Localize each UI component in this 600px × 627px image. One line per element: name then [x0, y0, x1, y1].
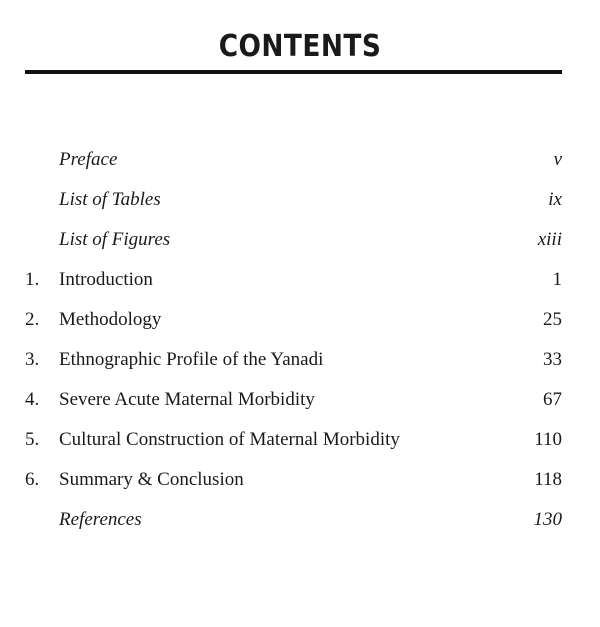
toc-entry-number: 2.	[25, 309, 40, 330]
toc-entry-page: 1	[552, 269, 562, 290]
toc-entry-preface[interactable]	[0, 140, 600, 180]
toc-entry-list-of-figures[interactable]	[0, 220, 600, 260]
toc-entry-page: xiii	[537, 229, 562, 250]
toc-entry-cultural-construction[interactable]	[0, 420, 600, 460]
title-divider	[25, 70, 562, 74]
toc-entry-title: List of Tables	[59, 189, 161, 210]
toc-entry-title: Cultural Construction of Maternal Morbidity	[59, 429, 400, 450]
page-title: CONTENTS	[218, 29, 382, 64]
toc-entry-number: 4.	[25, 389, 40, 410]
toc-entry-number: 1.	[25, 269, 40, 290]
toc-entry-title: Preface	[59, 149, 118, 170]
toc-entry-page: 67	[543, 389, 562, 410]
table-of-contents	[0, 140, 600, 540]
toc-entry-title: Ethnographic Profile of the Yanadi	[59, 349, 324, 370]
toc-entry-number: 5.	[25, 429, 40, 450]
toc-entry-page: 130	[533, 509, 562, 530]
toc-entry-number: 6.	[25, 469, 40, 490]
toc-entry-page: v	[553, 149, 562, 170]
toc-entry-title: List of Figures	[59, 229, 171, 250]
toc-entry-title: References	[59, 509, 142, 530]
toc-entry-methodology[interactable]	[0, 300, 600, 340]
toc-entry-title: Methodology	[59, 309, 162, 330]
toc-entry-page: 25	[543, 309, 562, 330]
toc-entry-introduction[interactable]	[0, 260, 600, 300]
toc-entry-page: 110	[534, 429, 562, 450]
toc-entry-number: 3.	[25, 349, 40, 370]
toc-entry-title: Introduction	[59, 269, 153, 290]
toc-entry-list-of-tables[interactable]	[0, 180, 600, 220]
toc-entry-page: 118	[534, 469, 562, 490]
toc-entry-title: Summary & Conclusion	[59, 469, 244, 490]
toc-entry-page: 33	[543, 349, 562, 370]
toc-entry-ethnographic-profile[interactable]	[0, 340, 600, 380]
toc-entry-summary-conclusion[interactable]	[0, 460, 600, 500]
toc-entry-title: Severe Acute Maternal Morbidity	[59, 389, 315, 410]
toc-entry-page: ix	[548, 189, 562, 210]
toc-entry-references[interactable]	[0, 500, 600, 540]
toc-entry-severe-acute-maternal-morbidity[interactable]	[0, 380, 600, 420]
